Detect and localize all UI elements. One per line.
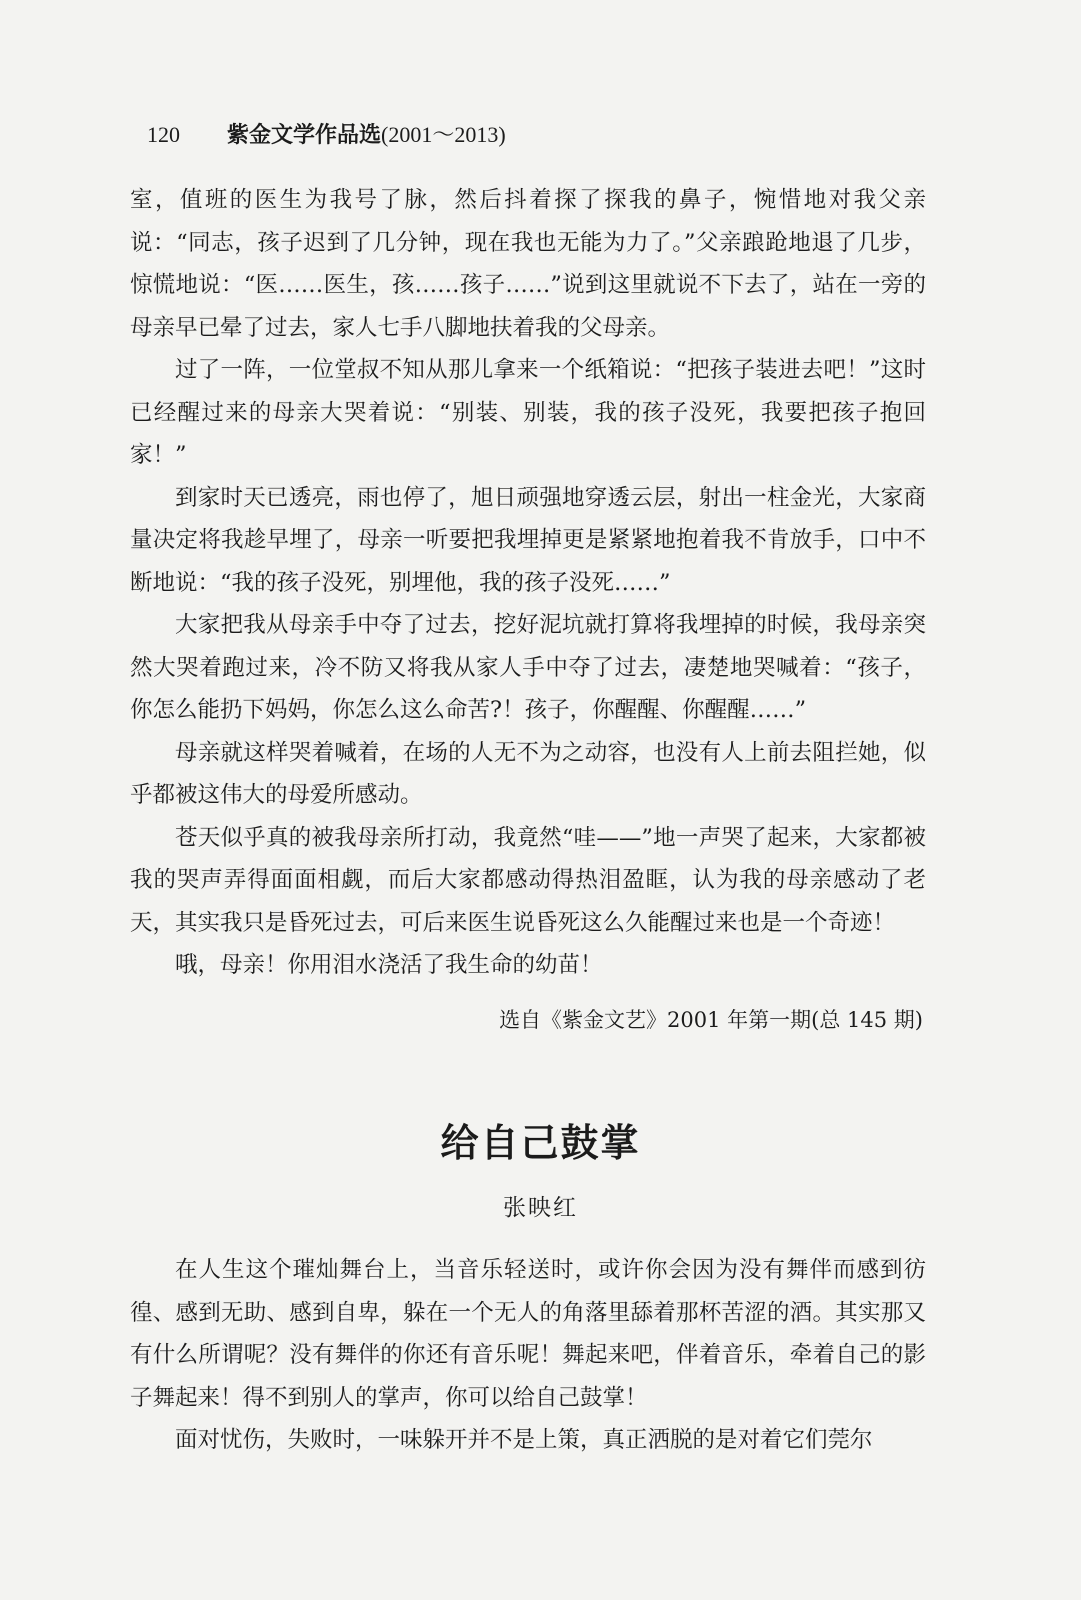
book-title — [227, 118, 506, 149]
paragraph: 室，值班的医生为我号了脉，然后抖着探了探我的鼻子，惋惜地对我父亲说：“同志，孩子迟到了几分钟，现在我也无能为力了。”父亲踉跄地退了几步，惊慌地说：“医……医生，孩……孩子……”说到这里就说不下去了，站在一旁的母亲早已晕了过去，家人七手八脚地扶着我的父母亲。 — [130, 187, 926, 341]
paragraph: 大家把我从母亲手中夺了过去，挖好泥坑就打算将我埋掉的时候，我母亲突然大哭着跑过来，冷不防又将我从家人手中夺了过去，凄楚地哭喊着：“孩子，你怎么能扔下妈妈，你怎么这么命苦?！孩子，你醒醒、你醒醒……” — [130, 612, 926, 723]
paragraph: 母亲就这样哭着喊着，在场的人无不为之动容，也没有人上前去阻拦她，似乎都被这伟大的母爱所感动。 — [130, 739, 926, 808]
paragraph: 过了一阵，一位堂叔不知从那儿拿来一个纸箱说：“把孩子装进去吧！”这时已经醒过来的母亲大哭着说：“别装、别装，我的孩子没死，我要把孩子抱回家！” — [130, 357, 926, 468]
article-title: 给自己鼓掌 — [440, 1121, 641, 1165]
article-1-body — [130, 179, 926, 987]
source-citation: 选自《紫金文艺》2001 年第一期(总 145 期) — [499, 1008, 923, 1032]
article-author: 张映红 — [503, 1195, 578, 1221]
paragraph: 面对忧伤，失败时，一味躲开并不是上策，真正洒脱的是对着它们莞尔 — [175, 1427, 873, 1453]
paragraph: 哦，母亲！你用泪水浇活了我生命的幼苗！ — [175, 952, 603, 978]
book-years: (2001～2013) — [381, 122, 506, 147]
running-header — [147, 118, 506, 149]
paragraph: 在人生这个璀灿舞台上，当音乐轻送时，或许你会因为没有舞伴而感到彷徨、感到无助、感到自卑，躲在一个无人的角落里舔着那杯苦涩的酒。其实那又有什么所谓呢？没有舞伴的你还有音乐呢！舞起来吧，伴着音乐，牵着自己的影子舞起来！得不到别人的掌声，你可以给自己鼓掌！ — [130, 1257, 926, 1411]
paragraph: 苍天似乎真的被我母亲所打动，我竟然“哇——”地一声哭了起来，大家都被我的哭声弄得面面相觑，而后大家都感动得热泪盈眶，认为我的母亲感动了老天，其实我只是昏死过去，可后来医生说昏死这么久能醒过来也是一个奇迹！ — [130, 824, 926, 936]
article-2-body — [130, 1249, 926, 1462]
page-number: 120 — [147, 122, 180, 147]
book-title-text: 紫金文学作品选 — [227, 123, 382, 148]
paragraph: 到家时天已透亮，雨也停了，旭日顽强地穿透云层，射出一柱金光，大家商量决定将我趁早埋了，母亲一听要把我埋掉更是紧紧地抱着我不肯放手，口中不断地说：“我的孩子没死，别埋他，我的孩子没死……” — [130, 484, 926, 596]
